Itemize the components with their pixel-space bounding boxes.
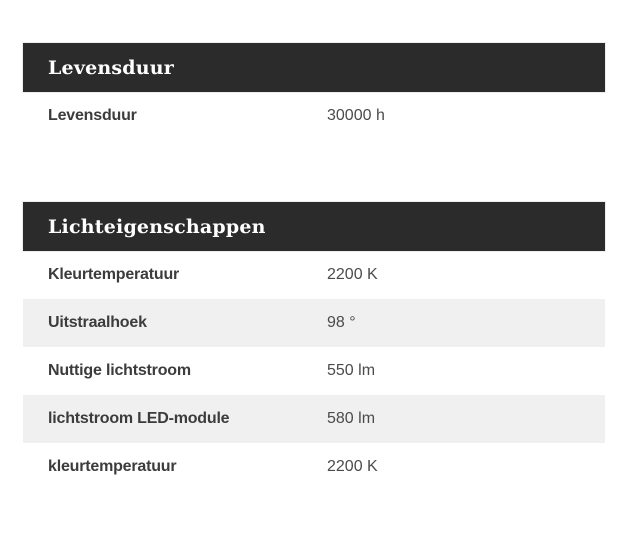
table-row — [23, 299, 605, 347]
table-row — [23, 395, 605, 443]
spec-label: kleurtemperatuur — [48, 458, 177, 475]
spec-value: 550 lm — [327, 362, 376, 379]
section-title: Levensduur — [48, 56, 175, 79]
spec-label: Uitstraalhoek — [48, 314, 147, 331]
section-header — [23, 202, 605, 251]
spec-value: 98 ° — [327, 314, 356, 331]
spec-value: 580 lm — [327, 410, 376, 427]
spec-rows — [23, 251, 605, 491]
section-lichteigenschappen — [23, 202, 605, 491]
table-row — [23, 347, 605, 395]
spec-label: Levensduur — [48, 107, 137, 124]
table-row — [23, 443, 605, 491]
section-header — [23, 43, 605, 92]
spec-value: 2200 K — [327, 266, 378, 283]
section-levensduur — [23, 43, 605, 140]
section-title: Lichteigenschappen — [48, 215, 266, 238]
spec-rows — [23, 92, 605, 140]
spec-label: Nuttige lichtstroom — [48, 362, 191, 379]
spec-value: 2200 K — [327, 458, 378, 475]
spec-label: lichtstroom LED-module — [48, 410, 230, 427]
spec-label: Kleurtemperatuur — [48, 266, 180, 283]
table-row — [23, 92, 605, 140]
table-row — [23, 251, 605, 299]
spec-value: 30000 h — [327, 107, 385, 124]
